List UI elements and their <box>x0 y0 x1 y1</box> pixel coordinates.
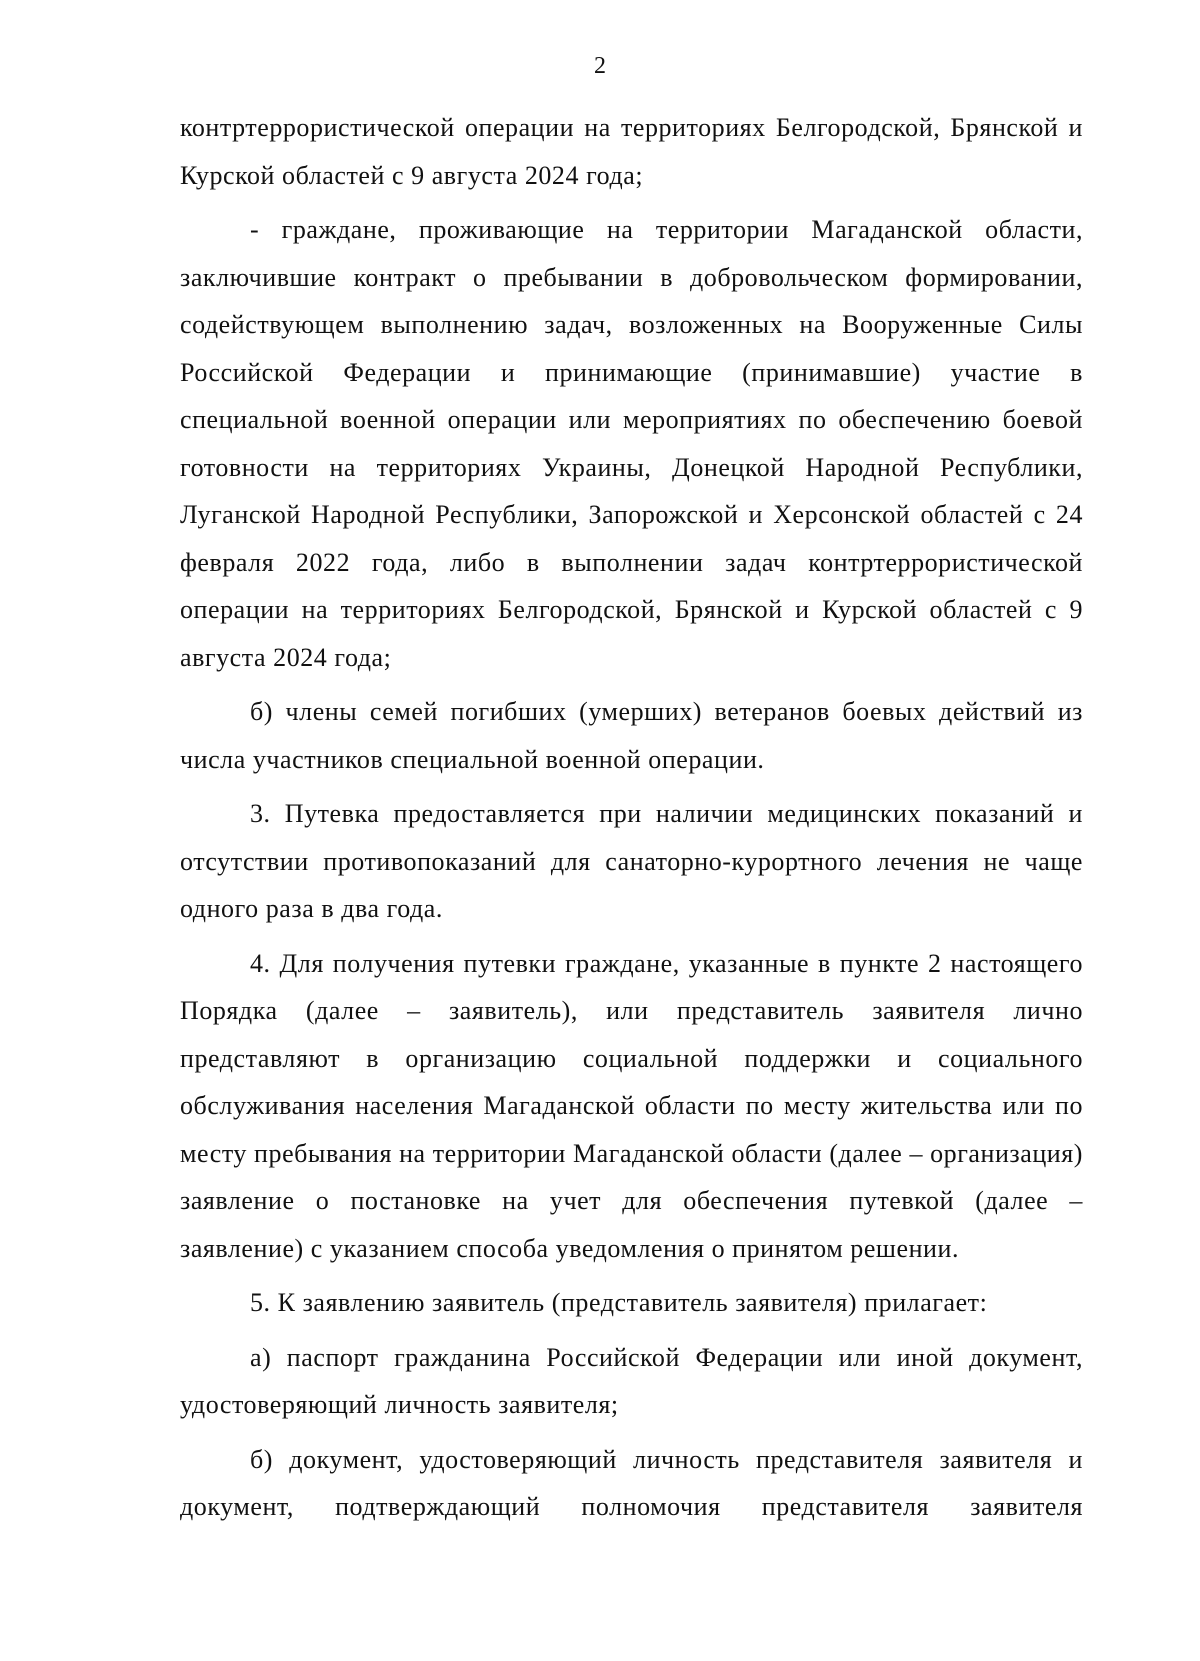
paragraph-4-application: 4. Для получения путевки граждане, указанные в пункте 2 настоящего Порядка (далее – заявитель), или представитель заявителя лично представляют в организацию социальной поддержки и социального обслуживания населения Магаданской области по месту жительства или по месту пребывания на территории Магаданской области (далее – организация) заявление о постановке на учет для обеспечения путевкой (далее – заявление) с указанием способа уведомления о принятом решении. <box>180 948 1083 1263</box>
paragraph-3-voucher-conditions: 3. Путевка предоставляется при наличии медицинских показаний и отсутствии противопоказаний для санаторно-курортного лечения не чаще одного раза в два года. <box>180 799 1083 923</box>
paragraph-continuation: контртеррористической операции на территориях Белгородской, Брянской и Курской областей с 9 августа 2024 года; <box>180 113 1083 190</box>
document-body <box>180 104 1083 1538</box>
paragraph-item-b-representative: б) документ, удостоверяющий личность представителя заявителя и документ, подтверждающий полномочия представителя заявителя <box>180 1444 1083 1521</box>
page-number: 2 <box>594 53 606 79</box>
paragraph-volunteer-citizens: - граждане, проживающие на территории Магаданской области, заключившие контракт о пребывании в добровольческом формировании, содействующем выполнению задач, возложенных на Вооруженные Силы Российской Федерации и принимающие (принимавшие) участие в специальной военной операции или мероприятиях по обеспечению боевой готовности на территориях Украины, Донецкой Народной Республики, Луганской Народной Республики, Запорожской и Херсонской областей с 24 февраля 2022 года, либо в выполнении задач контртеррористической операции на территориях Белгородской, Брянской и Курской областей с 9 августа 2024 года; <box>180 215 1083 672</box>
paragraph-5-attachments: 5. К заявлению заявитель (представитель заявителя) прилагает: <box>250 1288 988 1317</box>
paragraph-item-a-passport: а) паспорт гражданина Российской Федерации или иной документ, удостоверяющий личность заявителя; <box>180 1342 1083 1419</box>
paragraph-item-b-family-members: б) члены семей погибших (умерших) ветеранов боевых действий из числа участников специальной военной операции. <box>180 697 1083 774</box>
